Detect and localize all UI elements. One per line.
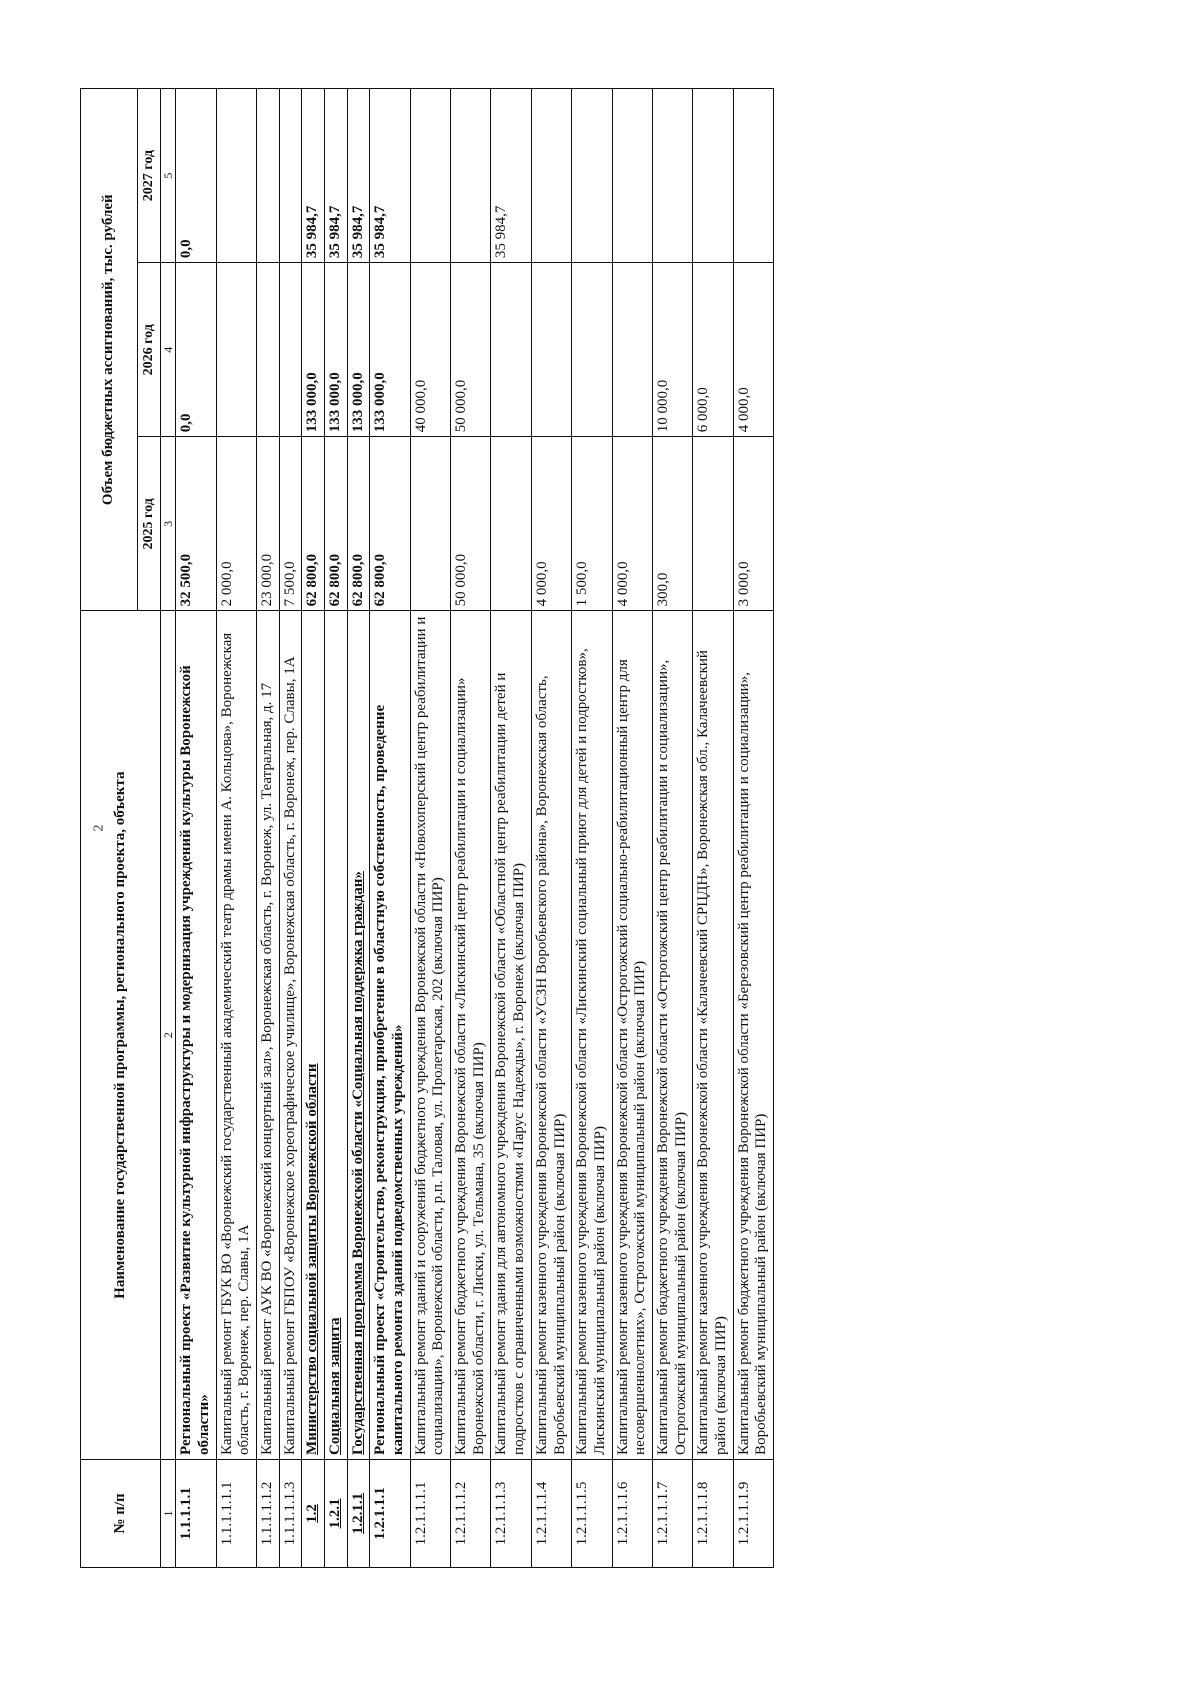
row-number: 1.2.1.1.1.9 bbox=[733, 1459, 773, 1567]
row-name: Капитальный ремонт ГБУК ВО «Воронежский государственный академический театр драмы имени А. Кольцова», Воронежская область, г. Воронеж, пер. Славы, 1А bbox=[216, 611, 256, 1460]
row-name: Капитальный ремонт бюджетного учреждения Воронежской области «Острогожский центр реабилитации и социализации», Острогожский муниципальный район (включая ПИР) bbox=[652, 611, 692, 1460]
row-value-2025: 62 800,0 bbox=[324, 437, 347, 611]
row-value-2027 bbox=[652, 89, 692, 263]
row-number: 1.2 bbox=[302, 1459, 325, 1567]
row-value-2025 bbox=[693, 437, 733, 611]
page-number-mark: 2 bbox=[91, 824, 107, 832]
column-index: 3 bbox=[161, 437, 176, 611]
row-name: Социальная защита bbox=[324, 611, 347, 1460]
row-value-2025: 1 500,0 bbox=[572, 437, 612, 611]
row-value-2026 bbox=[572, 263, 612, 437]
row-value-2027: 0,0 bbox=[176, 89, 216, 263]
row-number: 1.2.1.1.1.8 bbox=[693, 1459, 733, 1567]
row-value-2025 bbox=[491, 437, 531, 611]
row-number: 1.2.1.1.1.6 bbox=[612, 1459, 652, 1567]
row-name: Капитальный ремонт казенного учреждения Воронежской области «Калачеевский СРЦДН», Воронежская обл., Калачеевский район (включая ПИР) bbox=[693, 611, 733, 1460]
table-row bbox=[572, 89, 612, 1568]
row-name: Капитальный ремонт здания для автономного учреждения Воронежской области «Областной центр реабилитации детей и подростков с ограниченными возможностями «Парус Надежды», г. Воронеж (включая ПИР) bbox=[491, 611, 531, 1460]
row-value-2025: 32 500,0 bbox=[176, 437, 216, 611]
row-number: 1.2.1.1.1.2 bbox=[451, 1459, 491, 1567]
table-row bbox=[216, 89, 256, 1568]
table-row bbox=[256, 89, 279, 1568]
row-name: Региональный проект «Строительство, реконструкция, приобретение в областную собственность, проведение капитального ремонта зданий подведомственных учреждений» bbox=[370, 611, 410, 1460]
row-value-2026 bbox=[531, 263, 571, 437]
row-number: 1.2.1.1.1.3 bbox=[491, 1459, 531, 1567]
row-value-2027 bbox=[612, 89, 652, 263]
row-value-2025: 300,0 bbox=[652, 437, 692, 611]
row-value-2025: 3 000,0 bbox=[733, 437, 773, 611]
row-value-2025: 23 000,0 bbox=[256, 437, 279, 611]
row-value-2027 bbox=[451, 89, 491, 263]
row-value-2026 bbox=[279, 263, 302, 437]
table-row bbox=[347, 89, 370, 1568]
row-value-2027 bbox=[279, 89, 302, 263]
row-value-2025 bbox=[410, 437, 450, 611]
row-name: Капитальный ремонт АУК ВО «Воронежский концертный зал», Воронежская область, г. Воронеж, ул. Театральная, д. 17 bbox=[256, 611, 279, 1460]
row-number: 1.2.1.1.1.5 bbox=[572, 1459, 612, 1567]
row-number: 1.1.1.1.1.1 bbox=[216, 1459, 256, 1567]
header-budget: Объем бюджетных ассигнований, тыс. рублей bbox=[81, 89, 138, 611]
table-row bbox=[410, 89, 450, 1568]
row-number: 1.1.1.1.1.2 bbox=[256, 1459, 279, 1567]
row-value-2026: 40 000,0 bbox=[410, 263, 450, 437]
table-row bbox=[733, 89, 773, 1568]
table-body bbox=[176, 89, 774, 1568]
row-value-2026: 133 000,0 bbox=[324, 263, 347, 437]
row-value-2027 bbox=[572, 89, 612, 263]
row-value-2026: 133 000,0 bbox=[302, 263, 325, 437]
row-value-2027 bbox=[693, 89, 733, 263]
row-number: 1.1.1.1.1 bbox=[176, 1459, 216, 1567]
column-index: 2 bbox=[161, 611, 176, 1460]
row-number: 1.2.1.1.1.4 bbox=[531, 1459, 571, 1567]
row-name: Капитальный ремонт бюджетного учреждения Воронежской области «Лискинский центр реабилитации и социализации» Воронежской области, г. Лиски, ул. Тельмана, 35 (включая ПИР) bbox=[451, 611, 491, 1460]
row-number: 1.1.1.1.1.3 bbox=[279, 1459, 302, 1567]
table-row bbox=[370, 89, 410, 1568]
document-sheet bbox=[80, 88, 1200, 1568]
header-number: № п/п bbox=[81, 1459, 161, 1567]
row-number: 1.2.1 bbox=[324, 1459, 347, 1567]
row-name: Капитальный ремонт бюджетного учреждения Воронежской области «Березовский центр реабилитации и социализации», Воробьевский муниципальный район (включая ПИР) bbox=[733, 611, 773, 1460]
row-value-2026: 133 000,0 bbox=[370, 263, 410, 437]
column-index: 4 bbox=[161, 263, 176, 437]
table-row bbox=[491, 89, 531, 1568]
header-year-2025: 2025 год bbox=[138, 437, 161, 611]
table-row bbox=[693, 89, 733, 1568]
header-year-2027: 2027 год bbox=[138, 89, 161, 263]
row-number: 1.2.1.1.1.1 bbox=[410, 1459, 450, 1567]
header-year-2026: 2026 год bbox=[138, 263, 161, 437]
table-row bbox=[176, 89, 216, 1568]
row-value-2026 bbox=[491, 263, 531, 437]
row-value-2027 bbox=[256, 89, 279, 263]
row-value-2025: 4 000,0 bbox=[531, 437, 571, 611]
row-value-2027 bbox=[733, 89, 773, 263]
table-row bbox=[451, 89, 491, 1568]
row-value-2025: 4 000,0 bbox=[612, 437, 652, 611]
row-value-2027 bbox=[531, 89, 571, 263]
row-value-2025: 62 800,0 bbox=[370, 437, 410, 611]
row-name: Региональный проект «Развитие культурной инфраструктуры и модернизация учреждений культуры Воронежской области» bbox=[176, 611, 216, 1460]
row-value-2026: 10 000,0 bbox=[652, 263, 692, 437]
table-row bbox=[324, 89, 347, 1568]
header-name: Наименование государственной программы, регионального проекта, объекта bbox=[81, 611, 161, 1460]
row-name: Капитальный ремонт казенного учреждения Воронежской области «УСЗН Воробьевского района», Воронежская область, Воробьевский муниципальный район (включая ПИР) bbox=[531, 611, 571, 1460]
row-value-2027: 35 984,7 bbox=[302, 89, 325, 263]
row-number: 1.2.1.1 bbox=[347, 1459, 370, 1567]
row-value-2026 bbox=[216, 263, 256, 437]
row-value-2025: 50 000,0 bbox=[451, 437, 491, 611]
row-name: Государственная программа Воронежской области «Социальная поддержка граждан» bbox=[347, 611, 370, 1460]
row-value-2026: 0,0 bbox=[176, 263, 216, 437]
row-value-2025: 2 000,0 bbox=[216, 437, 256, 611]
budget-table bbox=[80, 88, 774, 1568]
table-row bbox=[652, 89, 692, 1568]
row-name: Капитальный ремонт казенного учреждения Воронежской области «Лискинский социальный приют для детей и подростков», Лискинский муниципальный район (включая ПИР) bbox=[572, 611, 612, 1460]
row-value-2025: 62 800,0 bbox=[302, 437, 325, 611]
table-row bbox=[279, 89, 302, 1568]
row-value-2025: 62 800,0 bbox=[347, 437, 370, 611]
column-index: 5 bbox=[161, 89, 176, 263]
table-row bbox=[612, 89, 652, 1568]
row-value-2027: 35 984,7 bbox=[491, 89, 531, 263]
row-name: Капитальный ремонт казенного учреждения Воронежской области «Острогожский социально-реабилитационный центр для несовершеннолетних», Острогожский муниципальный район (включая ПИР) bbox=[612, 611, 652, 1460]
table-row bbox=[302, 89, 325, 1568]
row-name: Капитальный ремонт ГБПОУ «Воронежское хореографическое училище», Воронежская область, г. Воронеж, пер. Славы, 1А bbox=[279, 611, 302, 1460]
row-value-2026: 4 000,0 bbox=[733, 263, 773, 437]
row-number: 1.2.1.1.1.7 bbox=[652, 1459, 692, 1567]
row-value-2026: 50 000,0 bbox=[451, 263, 491, 437]
row-value-2026 bbox=[612, 263, 652, 437]
row-value-2025: 7 500,0 bbox=[279, 437, 302, 611]
row-name: Министерство социальной защиты Воронежской области bbox=[302, 611, 325, 1460]
table-row bbox=[531, 89, 571, 1568]
row-value-2027: 35 984,7 bbox=[347, 89, 370, 263]
row-value-2026: 133 000,0 bbox=[347, 263, 370, 437]
column-index: 1 bbox=[161, 1459, 176, 1567]
row-value-2027 bbox=[410, 89, 450, 263]
row-number: 1.2.1.1.1 bbox=[370, 1459, 410, 1567]
row-value-2027: 35 984,7 bbox=[324, 89, 347, 263]
row-value-2026 bbox=[256, 263, 279, 437]
row-value-2026: 6 000,0 bbox=[693, 263, 733, 437]
row-value-2027 bbox=[216, 89, 256, 263]
row-name: Капитальный ремонт зданий и сооружений бюджетного учреждения Воронежской области «Новохоперский центр реабилитации и социализации», Воронежской области, р.п. Таловая, ул. Пролетарская, 202 (включая ПИР) bbox=[410, 611, 450, 1460]
row-value-2027: 35 984,7 bbox=[370, 89, 410, 263]
